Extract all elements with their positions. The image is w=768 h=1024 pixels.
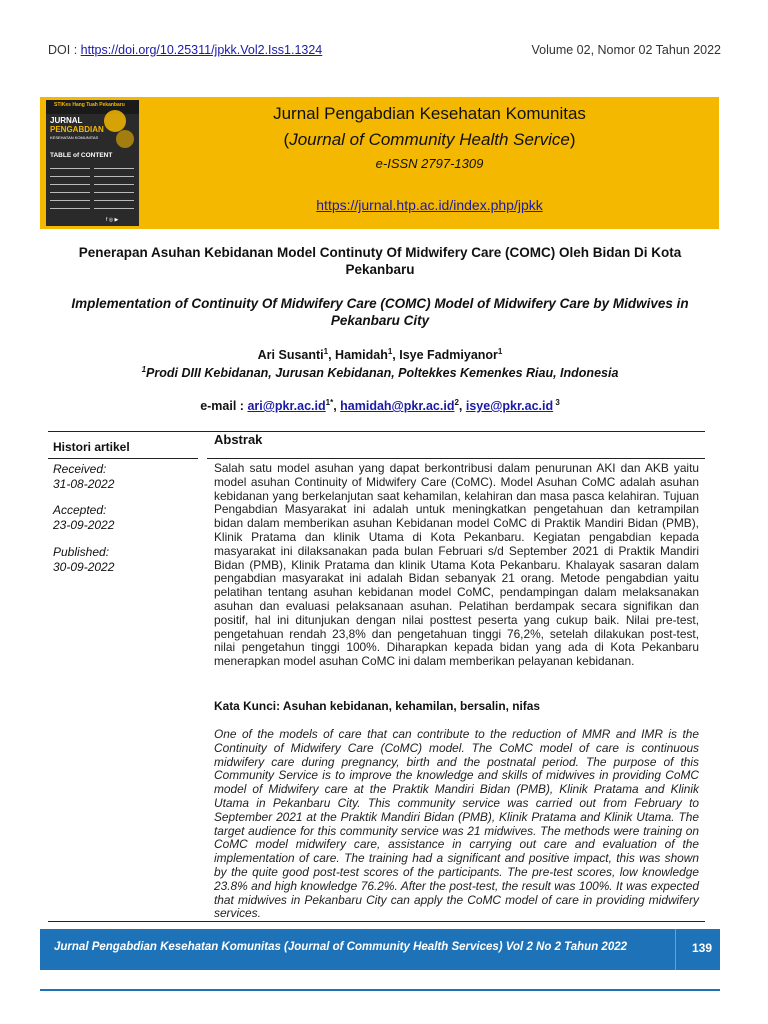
journal-cover-image	[46, 100, 139, 226]
volume-info: Volume 02, Nomor 02 Tahun 2022	[531, 43, 721, 57]
cover-line3: KESEHATAN KOMUNITAS	[50, 135, 99, 140]
cover-toc-list	[50, 164, 90, 216]
abstract-heading: Abstrak	[214, 432, 263, 447]
divider-line	[48, 458, 198, 459]
doi-line	[48, 43, 322, 57]
received-date: 31-08-2022	[53, 477, 115, 491]
email-link-1[interactable]: ari@pkr.ac.id	[247, 399, 326, 414]
article-title-id: Penerapan Asuhan Kebidanan Model Continuty Of Midwifery Care (COMC) Oleh Bidan Di Kota Pekanbaru	[78, 245, 682, 277]
history-accepted	[53, 503, 114, 533]
journal-issn: e-ISSN 2797-1309	[375, 156, 484, 171]
divider-line	[48, 431, 705, 432]
email-line: e-mail : $ari@pkr.ac.id^{1*}$, $hamidah@pkr.ac.id^2$, isye@pkr.ac.id $^3$	[200, 398, 560, 414]
keywords-line	[214, 699, 540, 713]
journal-url-wrap	[140, 197, 719, 213]
cover-social-icons: f ◎ ▶	[106, 217, 119, 223]
email-link-3[interactable]: isye@pkr.ac.id	[465, 399, 554, 414]
article-title-en: Implementation of Continuity Of Midwifery Care (COMC) Model of Midwifery Care by Midwives in Pekanbaru City	[71, 296, 689, 328]
abstract-text-id: Salah satu model asuhan yang dapat berkontribusi dalam penurunan AKI dan AKB yaitu model asuhan Continuity of Midwifery Care (CoMC). Model Asuhan CoMC adalah asuhan kebidanan yang berkelanjutan saat kehamilan, kelahiran dan masa pasca kelahiran. Tujuan Pengabdian Masyarakat ini adalah untuk meningkatkan pengetahuan dan ketrampilan bidan dalam memberikan asuhan Kebidanan model CoMC di Praktik Mandiri Bidan (PMB), Klinik Pratama dan klinik Utama di Kota Pekanbaru. Kegiatan pengabdian kepada masyarakat ini dilaksanakan pada bulan Februari s/d September 2021 di Praktik Mandiri Bidan (PMB), Klinik Pratama dan klinik Utama Kota Pekanbaru. Khalayak sasaran dalam pengabdian masyarakat ini adalah Bidan sebanyak 21 orang. Metode pengabdian yaitu pelatihan tentang asuhan kebidanan model CoMC, pendampingan dalam melaksanakan asuhan dan evaluasi pelaksanaan asuhan. Pelatihan berdampak secara signifikan dan positif, hal ini ditunjukan dengan nilai posttest peserta yang cukup baik. Nilai pre-test, pengetahuan rendah 23,8% dan pengetahuan tinggi 76,2%, setelah dilakukan post-test, nilai pengetahun tinggi 100%. Diharapkan kepada bidan yang ada di Kota Pekanbaru menerapkan model asuhan CoMC ini dalam memberikan pelayanan kebidanan.	[214, 461, 699, 669]
history-received	[53, 462, 114, 492]
abstract-text-en: One of the models of care that can contribute to the reduction of MMR and IMR is the Continuity of Midwifery Care (CoMC) model. The CoMC model of care is continuous midwifery care during pregnancy, birth and the postnatal period. The purpose of this Community Service is to improve the knowledge and skills of midwives in providing CoMC model of Midwifery care at the Praktik Mandiri Bidan (PMB), Klinik Pratama and Klinik Utama in Pekanbaru City. This community service was carried out from February to September 2021 at the Praktik Mandiri Bidan (PMB), Klinik Pratama and Klinik Utama. The target audience for this community service was 21 midwives. The methods were training on CoMC model midwifery care, assistance in carrying out care and evaluation of the implementation of care. The training had a significant and positive impact, this was shown by the quite good post-test scores of the participants. The pre-test scores, low knowledge 23.8% and high knowledge 76.2%. After the post-test, the result was 100%. It was expected that midwives in Pekanbaru City can apply the CoMC model of care in providing midwifery services.	[214, 727, 699, 921]
page-number: 139	[691, 941, 712, 955]
accepted-label: Accepted:	[53, 503, 107, 517]
email-link-2[interactable]: hamidah@pkr.ac.id	[340, 399, 455, 414]
author-2: Hamidah	[335, 348, 388, 363]
affiliation: $^1$Prodi DIII Kebidanan, Jurusan Kebidanan, Poltekkes Kemenkes Riau, Indonesia	[141, 365, 619, 381]
footer-text: Jurnal Pengabdian Kesehatan Komunitas (Journal of Community Health Services) Vol 2 No 2 Tahun 2022	[54, 941, 628, 953]
page-footer	[40, 929, 720, 970]
affiliation-text: Prodi DIII Kebidanan, Jurusan Kebidanan, Poltekkes Kemenkes Riau, Indonesia	[146, 366, 619, 381]
published-date: 30-09-2022	[53, 560, 115, 574]
keywords-label: Kata Kunci	[214, 699, 277, 713]
cover-line2: PENGABDIAN	[50, 125, 104, 134]
author-list: Ari Susanti$^1$, Hamidah$^1$, Isye Fadmiyanor$^1$	[257, 347, 503, 363]
history-heading: Histori artikel	[53, 440, 130, 454]
received-label: Received:	[53, 462, 107, 476]
cover-toc-list	[94, 164, 134, 216]
journal-name-en: (Journal of Community Health Service)	[283, 130, 576, 149]
cover-toc: TABLE of CONTENT	[50, 152, 113, 159]
cover-line1: JURNAL	[50, 116, 83, 125]
email-label: e-mail :	[200, 399, 248, 414]
divider-line	[207, 458, 705, 459]
author-3: Isye Fadmiyanor	[399, 348, 498, 363]
history-published	[53, 545, 114, 575]
cover-hexagon-shape	[116, 130, 134, 148]
author-1: Ari Susanti	[257, 348, 324, 363]
journal-name: Jurnal Pengabdian Kesehatan Komunitas	[273, 104, 586, 123]
accepted-date: 23-09-2022	[53, 518, 115, 532]
footer-rule	[40, 989, 720, 991]
journal-url-link[interactable]: https://jurnal.htp.ac.id/index.php/jpkk	[316, 197, 543, 213]
published-label: Published:	[53, 545, 110, 559]
doi-link[interactable]: https://doi.org/10.25311/jpkk.Vol2.Iss1.1324	[80, 43, 323, 57]
keywords-value: : Asuhan kebidanan, kehamilan, bersalin, nifas	[276, 699, 540, 713]
journal-name-en-text: Journal of Community Health Service	[289, 130, 570, 149]
cover-hexagon-shape	[104, 110, 126, 132]
cover-top-text: STIKes Hang Tuah Pekanbaru	[54, 102, 125, 108]
doi-label: DOI :	[48, 43, 81, 57]
